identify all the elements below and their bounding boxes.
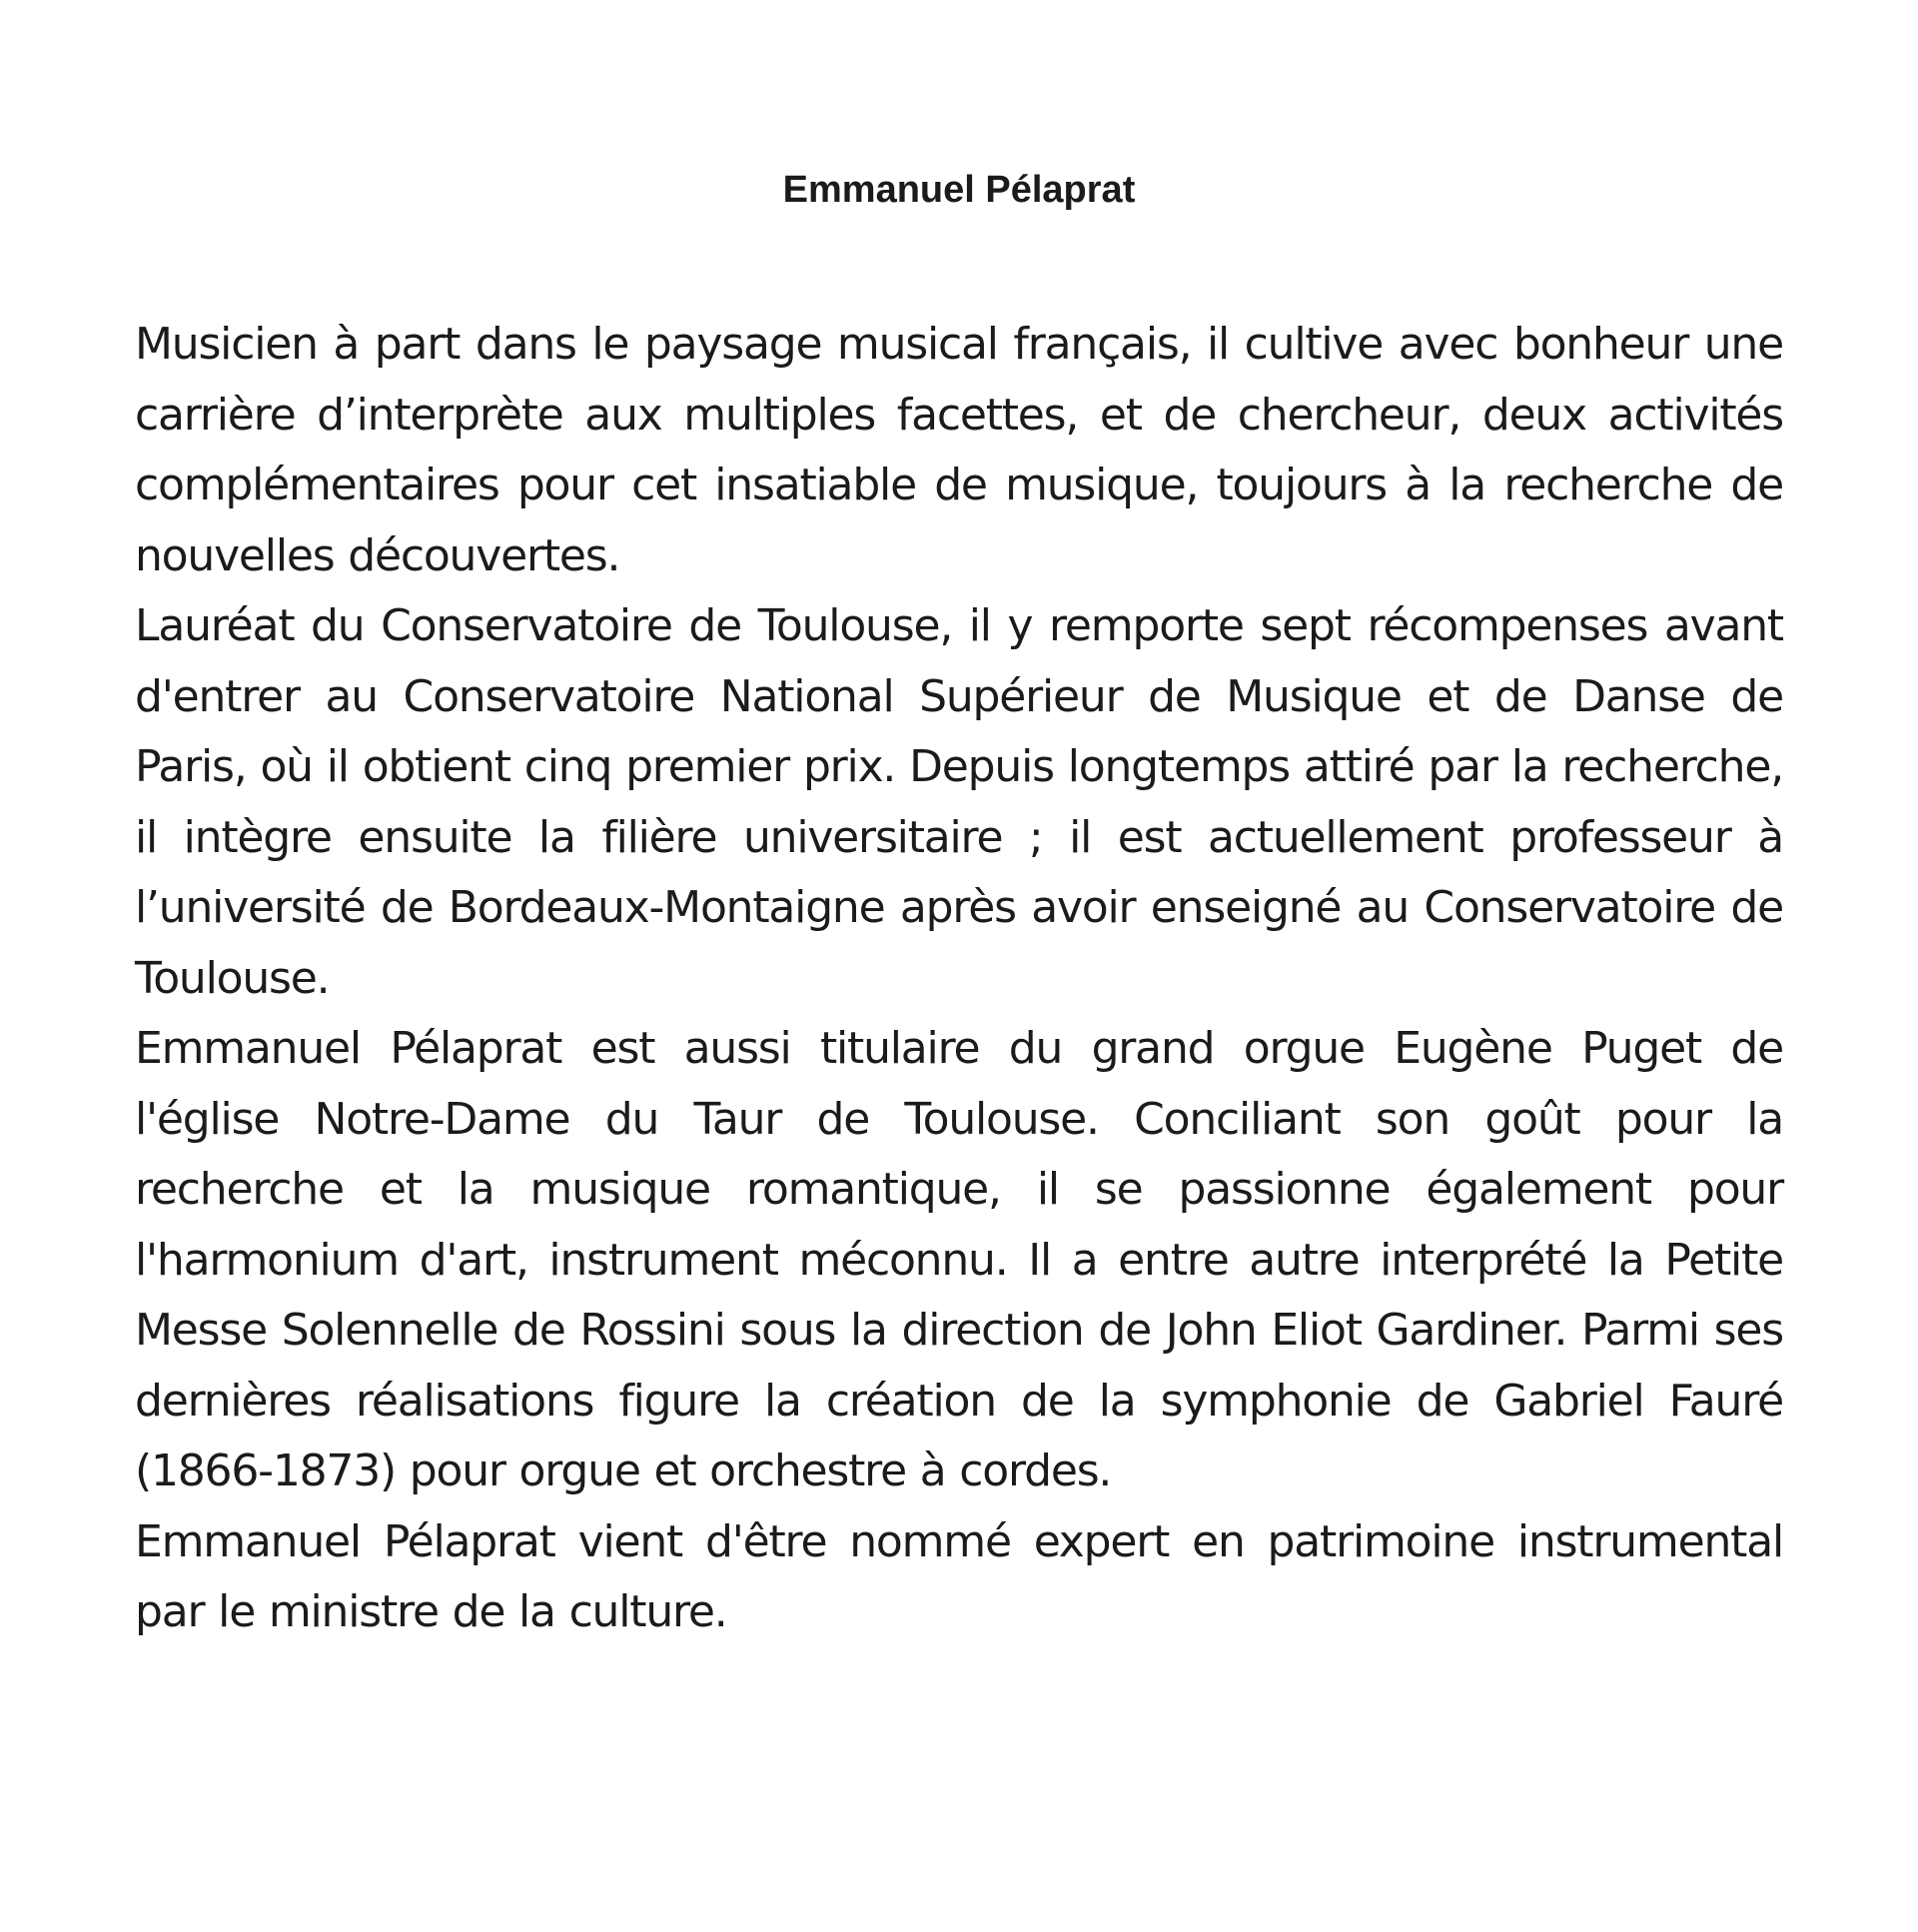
paragraph-2: Lauréat du Conservatoire de Toulouse, il y remporte sept récompenses avant d'entrer au Conservatoire National Supérieur de Musique et de Danse de Paris, où il obtient cinq premier prix. Depuis longtemps attiré par la recherche, il intègre ensuite la filière universitaire ; il est actuellement professeur à l’université de Bordeaux-Montaigne après avoir enseigné au Conservatoire de Toulouse. [135,600,1783,1004]
paragraph-1: Musicien à part dans le paysage musical français, il cultive avec bonheur une carrière d’interprète aux multiples facettes, et de chercheur, deux activités complémentaires pour cet insatiable de musique, toujours à la recherche de nouvelles découvertes. [135,319,1783,581]
paragraph-3: Emmanuel Pélaprat est aussi titulaire du grand orgue Eugène Puget de l'église Notre-Dame du Taur de Toulouse. Conciliant son goût pour la recherche et la musique romantique, il se passionne également pour l'harmonium d'art, instrument méconnu. Il a entre autre interprété la Petite Messe Solennelle de Rossini sous la direction de John Eliot Gardiner. Parmi ses dernières réalisations figure la création de la symphonie de Gabriel Fauré (1866-1873) pour orgue et orchestre à cordes. [135,1023,1783,1496]
paragraph-4: Emmanuel Pélaprat vient d'être nommé expert en patrimoine instrumental par le ministre de la culture. [135,1515,1783,1637]
document-title: Emmanuel Pélaprat [782,169,1136,211]
document-body [135,310,1783,1648]
